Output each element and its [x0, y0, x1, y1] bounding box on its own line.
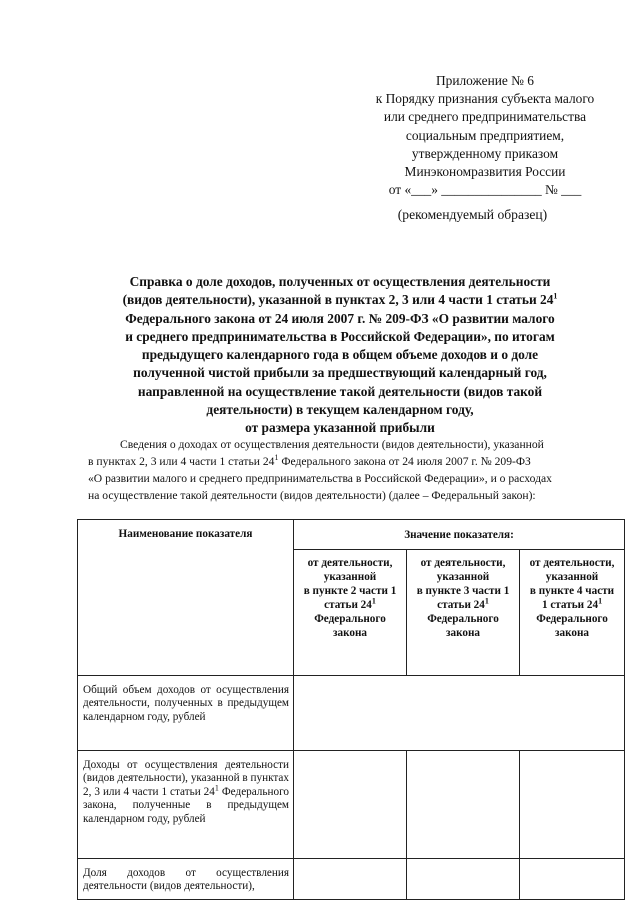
intro-line: Сведения о доходах от осуществления деятельности (видов деятельности), указанной: [120, 438, 544, 451]
annex-block: [330, 72, 640, 199]
title-line: от размера указанной прибыли: [245, 420, 435, 436]
footnote-superscript: 1: [553, 291, 558, 301]
annex-line: Минэкономразвития России: [404, 164, 566, 180]
document-title: [80, 273, 600, 438]
annex-line: утвержденному приказом: [411, 145, 559, 161]
title-line: направленной на осуществление такой деятельности (видов такой: [137, 383, 543, 399]
subcol-header-point4: от деятельности, указанной в пункте 4 части 1 статьи $24^1$ Федерального закона: [520, 550, 625, 676]
annex-line: или среднего предпринимательства: [383, 109, 587, 125]
table-row: [78, 676, 625, 751]
value-cell: [294, 751, 407, 859]
title-line: Федерального закона от 24 июля 2007 г. № 209-ФЗ «О развитии малого: [125, 310, 555, 326]
title-line: предыдущего календарного года в общем объеме доходов и о доле: [141, 347, 539, 363]
table-row: [78, 859, 625, 900]
col-header-name: Наименование показателя: [78, 520, 294, 676]
recommended-sample-note: (рекомендуемый образец): [397, 207, 548, 222]
subcol-header-point3: от деятельности, указанной в пункте 3 части 1 статьи $24^1$ Федерального закона: [407, 550, 520, 676]
value-cell-merged: [294, 676, 625, 751]
annex-date-line: от «___» _______________ № ___: [388, 182, 582, 198]
subcol-header-point2: от деятельности, указанной в пункте 2 части 1 статьи $24^1$ Федерального закона: [294, 550, 407, 676]
row-label-income-share: Доля доходов от осуществления деятельности (видов деятельности),: [78, 859, 294, 900]
intro-line: «О развитии малого и среднего предпринимательства в Российской Федерации», и о расходах: [88, 472, 552, 486]
value-cell: [520, 859, 625, 900]
title-line: деятельности) в текущем календарном году,: [206, 402, 474, 418]
value-cell: [294, 859, 407, 900]
row-label-activity-income: Доходы от осуществления деятельности (видов деятельности), указанной в пунктах 2, 3 или 4 части 1 статьи $24^1$ Федерального закона, полученные в предыдущем календарном году, рублей: [78, 751, 294, 859]
intro-line: на осуществление такой деятельности (видов деятельности) (далее – Федеральный закон):: [88, 489, 536, 503]
title-line: (видов деятельности), указанной в пунктах 2, 3 или 4 части 1 статьи $24^1$: [122, 291, 558, 308]
intro-line: в пунктах 2, 3 или 4 части 1 статьи $24^1$ Федерального закона от 24 июля 2007 г. № 209-ФЗ: [88, 453, 531, 469]
annex-line: Приложение № 6: [435, 73, 535, 88]
footnote-superscript: 1: [274, 453, 279, 463]
title-line: Справка о доле доходов, полученных от осуществления деятельности: [129, 274, 551, 289]
value-cell: [520, 751, 625, 859]
title-line: полученной чистой прибыли за предшествующий календарный год,: [133, 365, 547, 381]
value-cell: [407, 859, 520, 900]
value-cell: [407, 751, 520, 859]
col-header-value: Значение показателя:: [294, 520, 625, 550]
intro-paragraph: [88, 436, 608, 504]
annex-line: социальным предприятием,: [405, 127, 565, 143]
annex-line: к Порядку признания субъекта малого: [375, 91, 595, 107]
table-row: [78, 751, 625, 859]
row-label-total-income: Общий объем доходов от осуществления деятельности, полученных в предыдущем календарном году, рублей: [78, 676, 294, 751]
title-line: и среднего предпринимательства в Российской Федерации», по итогам: [125, 328, 555, 344]
indicators-table: [77, 519, 625, 900]
